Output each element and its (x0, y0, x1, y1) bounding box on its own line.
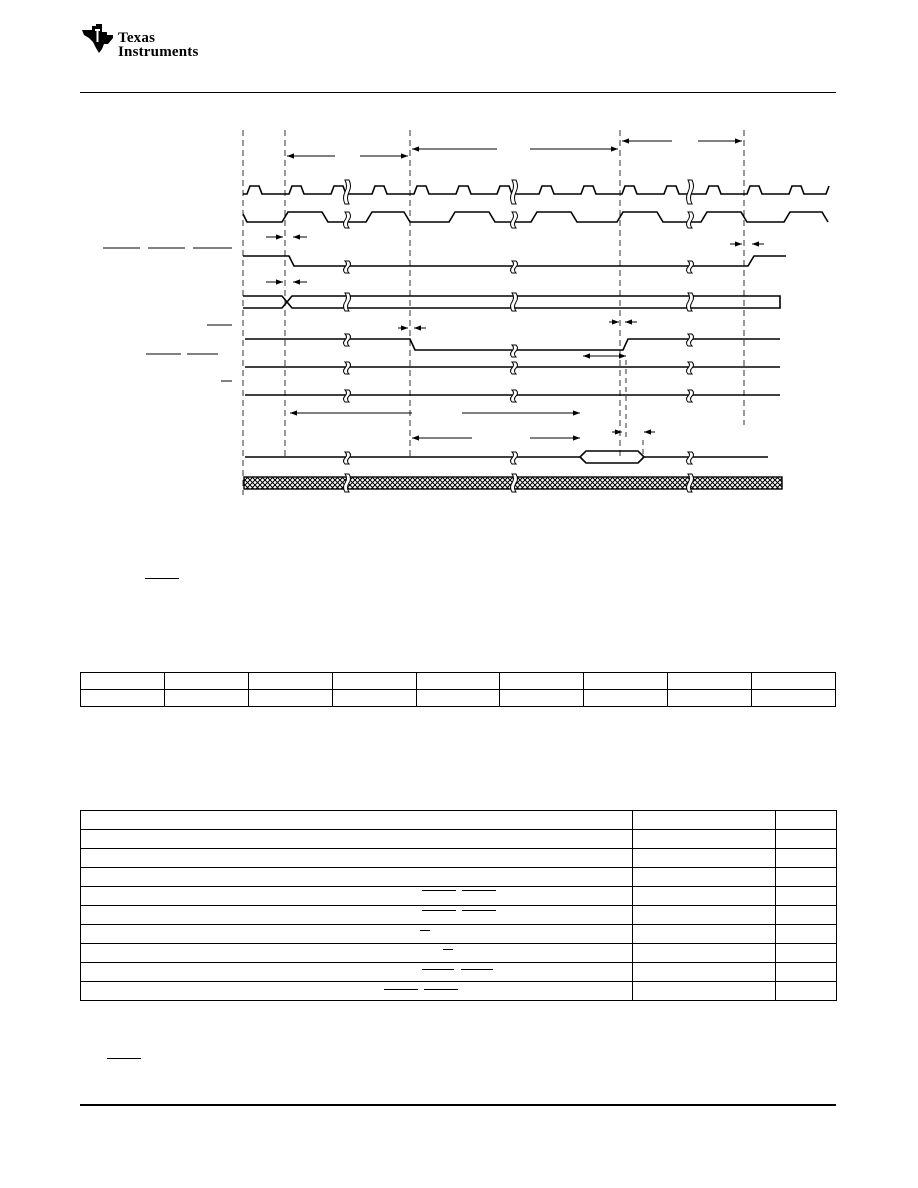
row5-overbar-2 (462, 910, 496, 911)
ref-lines (243, 130, 744, 495)
select-arrows (398, 322, 637, 356)
table-row (81, 963, 837, 982)
footnote-overbar (107, 1058, 141, 1059)
header-rule (80, 92, 836, 93)
table-row (81, 944, 837, 963)
interval-arrows-bottom (290, 413, 655, 438)
logo-wordmark-line2: Instruments (118, 44, 199, 60)
break-marks (344, 180, 694, 492)
clock-1-waveform (243, 186, 829, 194)
row9-overbar-2 (424, 989, 458, 990)
interval-arrows-top (287, 141, 742, 156)
table-row (81, 673, 836, 690)
row4-overbar-2 (462, 890, 496, 891)
logo-wordmark-line1: Texas (118, 30, 156, 46)
table-row (81, 925, 837, 944)
ti-logo-icon (80, 22, 116, 54)
note-overbar-1 (145, 578, 179, 579)
table-row (81, 849, 837, 868)
table-row (81, 887, 837, 906)
row8-overbar-2 (461, 969, 493, 970)
row4-overbar-1 (422, 890, 456, 891)
table-row (81, 868, 837, 887)
table-row (81, 830, 837, 849)
row9-overbar-1 (384, 989, 418, 990)
table-row (81, 811, 837, 830)
clock-2-waveform (243, 212, 828, 222)
footer-rule (80, 1104, 836, 1106)
row5-overbar-1 (422, 910, 456, 911)
figure-table (80, 672, 836, 707)
row7-overbar (443, 949, 453, 950)
row8-overbar-1 (422, 969, 454, 970)
table-row (81, 906, 837, 925)
table-row (81, 982, 837, 1001)
row6-overbar (420, 930, 430, 931)
strobe-arrows (266, 237, 764, 282)
table-row (81, 690, 836, 707)
timing-diagram (0, 120, 918, 500)
timing-table (80, 810, 837, 1001)
